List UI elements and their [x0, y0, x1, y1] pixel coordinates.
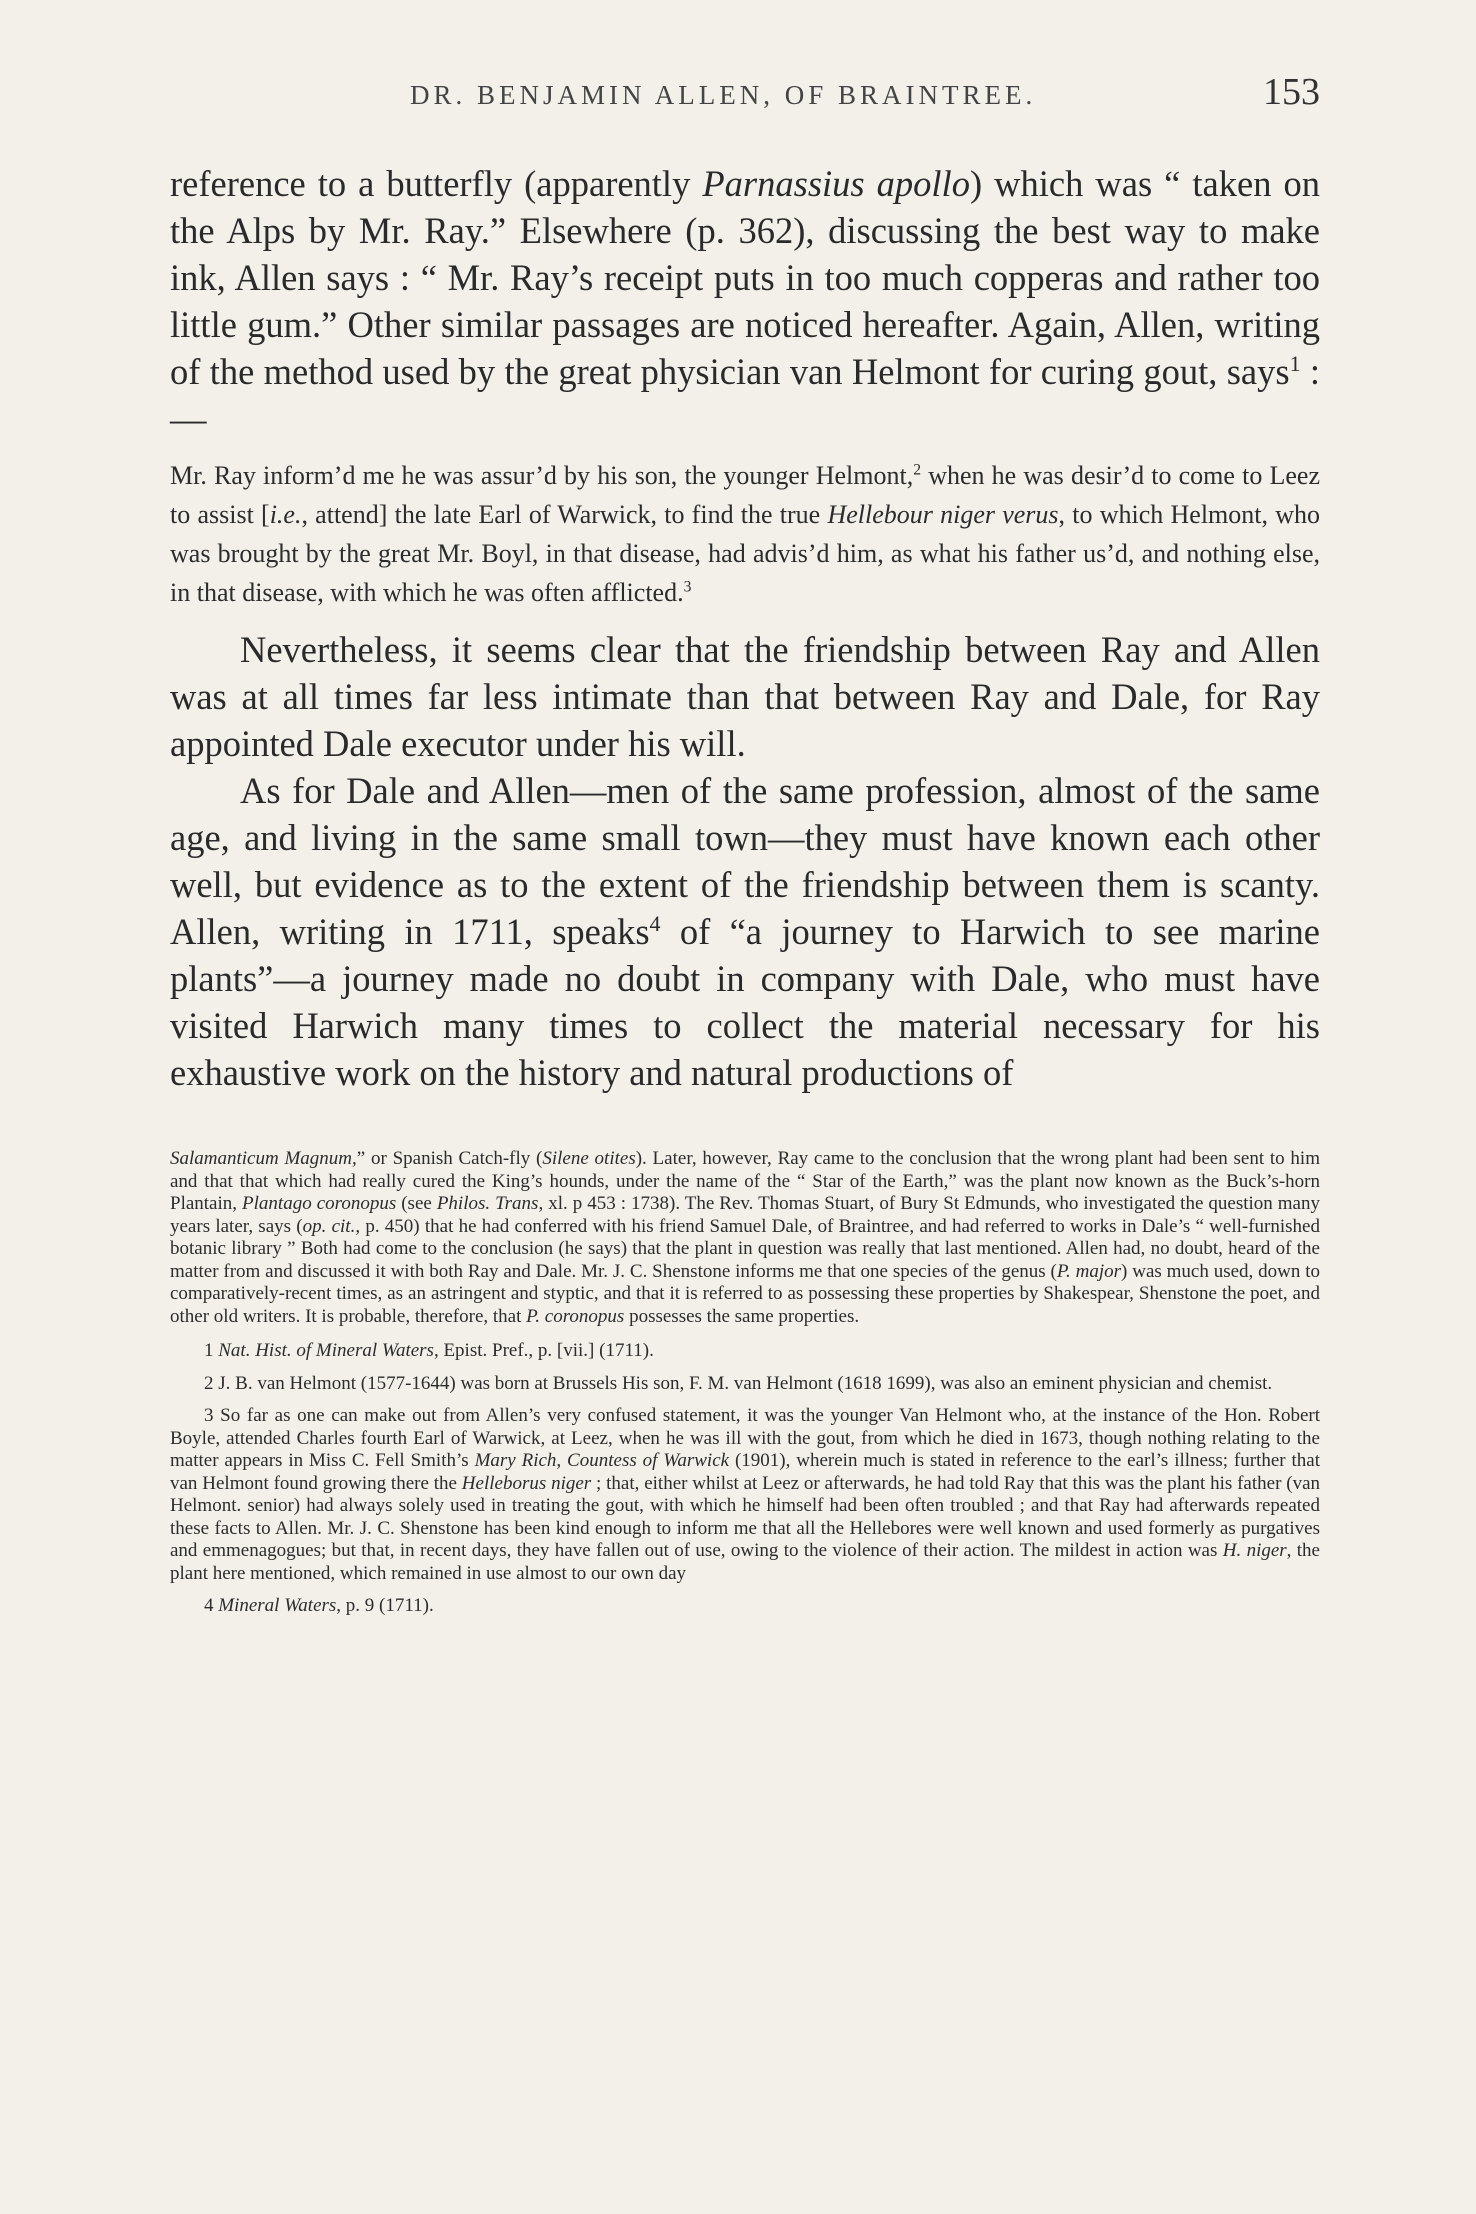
page-header — [170, 70, 1320, 130]
footnote-continued: Salamanticum Magnum,” or Spanish Catch-fly (Silene otites). Later, however, Ray came to the conclusion that the wrong plant had been sent to him and that that which had really cured the King’s hounds, under the name of the “ Star of the Earth,” was the plant now known as the Buck’s-horn Plantain, Plantago coronopus (see Philos. Trans, xl. p 453 : 1738). The Rev. Thomas Stuart, of Bury St Edmunds, who investigated the question many years later, says (op. cit., p. 450) that he had conferred with his friend Samuel Dale, of Braintree, and had referred to works in Dale’s “ well-furnished botanic library ” Both had come to the conclusion (he says) that the plant in question was really that last mentioned. Allen had, no doubt, heard of the matter from and discussed it with both Ray and Dale. Mr. J. C. Shenstone informs me that one species of the genus (P. major) was much used, down to comparatively-recent times, as an astringent and styptic, and that it is referred to as possessing these properties by Shakespear, Shenstone the poet, and other old writers. It is probable, therefore, that P. coronopus possesses the same properties. — [170, 1148, 1321, 1327]
footnote-1: 1 Nat. Hist. of Mineral Waters, Epist. Pref., p. [vii.] (1711). — [204, 1340, 654, 1361]
footnote-ref-3: 3 — [683, 578, 692, 596]
page-number: 153 — [1263, 71, 1320, 113]
body-paragraph-2: Nevertheless, it seems clear that the friendship between Ray and Allen was at all times far less intimate than that between Ray and Dale, for Ray appointed Dale executor under his will. — [170, 629, 1320, 764]
footnote-2: 2 J. B. van Helmont (1577-1644) was born at Brussels His son, F. M. van Helmont (1618 1699), was also an eminent physician and chemist. — [204, 1372, 1273, 1394]
body-paragraph-1: reference to a butterfly (apparently Parnassius apollo) which was “ taken on the Alps by Mr. Ray.” Elsewhere (p. 362), discussing the best way to make ink, Allen says : “ Mr. Ray’s receipt puts in too much copperas and rather too little gum.” Other similar passages are noticed hereafter. Again, Allen, writing of the method used by the great physician van Helmont for curing gout, says$^1$ :— — [170, 163, 1320, 439]
body-paragraph-3: As for Dale and Allen—men of the same profession, almost of the same age, and living in the same small town—they must have known each other well, but evidence as to the extent of the friendship between them is scanty. Allen, writing in 1711, speaks$^4$ of “a journey to Harwich to see marine plants”—a journey made no doubt in company with Dale, who must have visited Harwich many times to collect the material necessary for his exhaustive work on the history and natural productions of — [170, 770, 1320, 1093]
block-quote: Mr. Ray inform’d me he was assur’d by his son, the younger Helmont,$^2$ when he was desir’d to come to Leez to assist [i.e., attend] the late Earl of Warwick, to find the true Hellebour niger verus, to which Helmont, who was brought by the great Mr. Boyl, in that disease, had advis’d him, as what his father us’d, and nothing else, in that disease, with which he was often afflicted.$^3$ — [170, 461, 1320, 607]
footnote-ref-1: 1 — [1289, 350, 1301, 376]
footnote-4: 4 Mineral Waters, p. 9 (1711). — [204, 1595, 434, 1616]
running-head: DR. BENJAMIN ALLEN, OF BRAINTREE. — [410, 80, 1037, 110]
footnote-3: 3 So far as one can make out from Allen’s very confused statement, it was the younger Van Helmont who, at the instance of the Hon. Robert Boyle, attended Charles fourth Earl of Warwick, at Leez, when he was ill with the gout, from which he died in 1673, though nothing relating to the matter appears in Miss C. Fell Smith’s Mary Rich, Countess of Warwick (1901), wherein much is stated in reference to the earl’s illness; further that van Helmont found growing there the Helleborus niger ; that, either whilst at Leez or afterwards, he had told Ray that this was the plant his father (van Helmont. senior) had always solely used in treating the gout, with which he himself had been often troubled ; and that Ray had afterwards repeated these facts to Allen. Mr. J. C. Shenstone has been kind enough to inform me that all the Hellebores were well known and used formerly as purgatives and emmenagogues; but that, in recent days, they have fallen out of use, owing to the violence of their action. The mildest in action was H. niger, the plant here mentioned, which remained in use almost to our own day — [170, 1405, 1321, 1584]
footnote-ref-2: 2 — [913, 461, 922, 479]
book-page — [170, 70, 1320, 2180]
footnotes — [170, 1148, 1320, 1618]
footnote-ref-4: 4 — [649, 910, 661, 936]
